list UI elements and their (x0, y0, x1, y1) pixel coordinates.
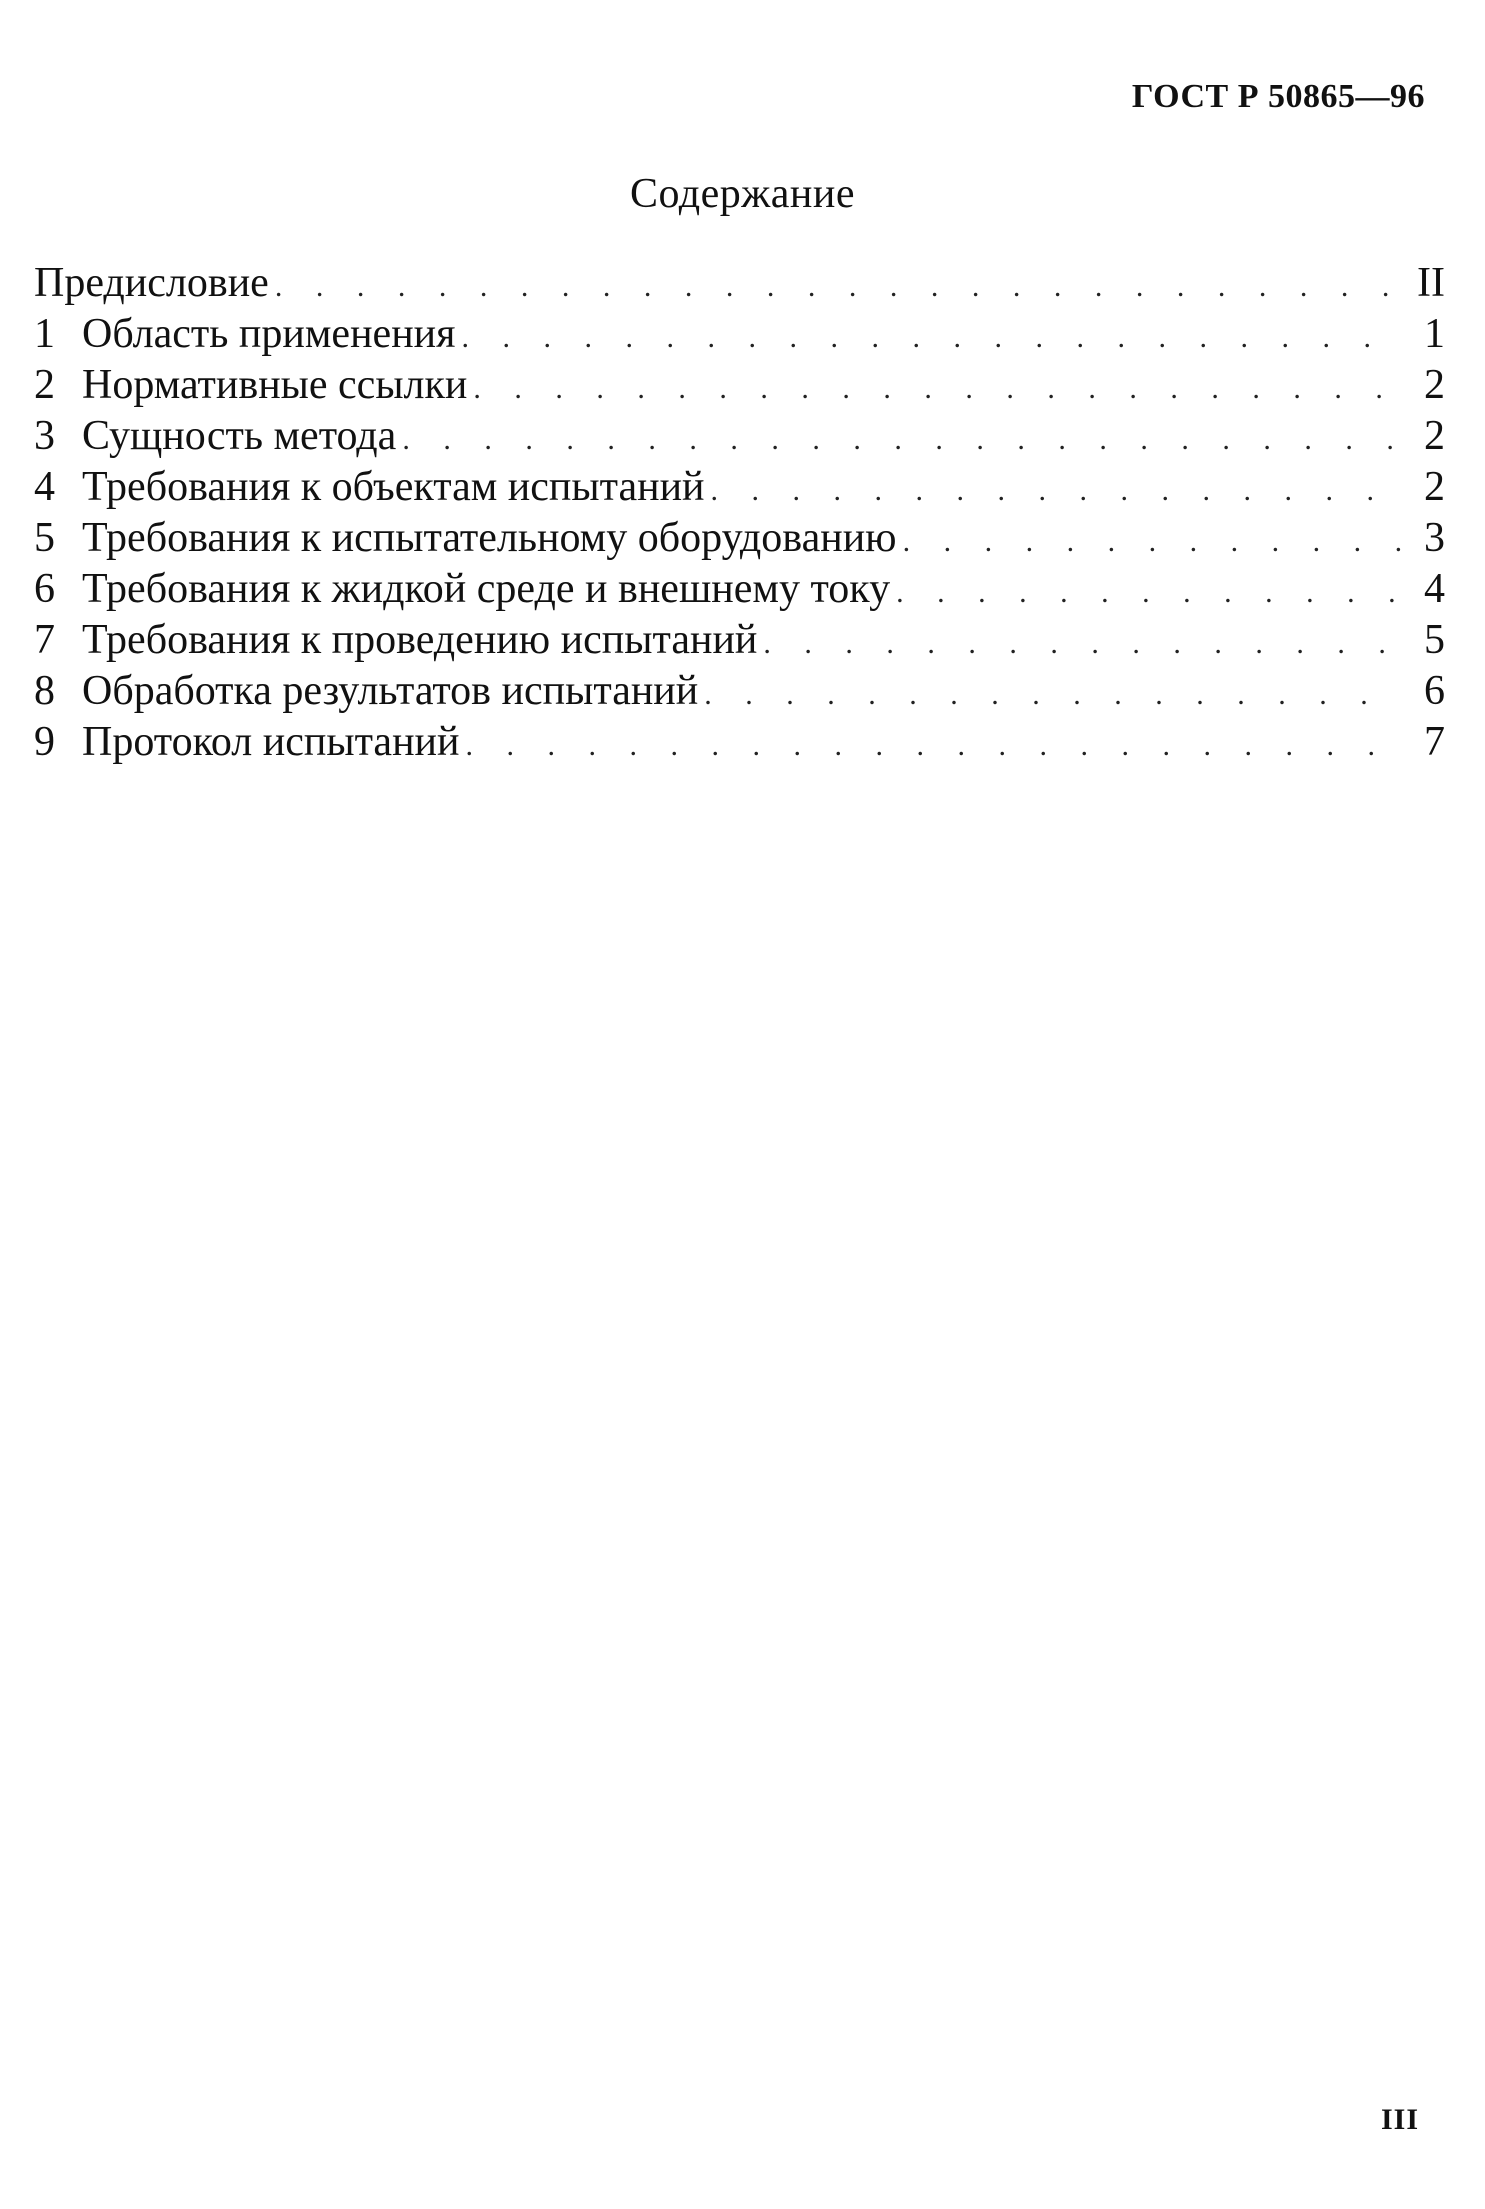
toc-entry-title: Требования к объектам испытаний (82, 464, 705, 510)
toc-entry-6[interactable] (34, 564, 1445, 615)
toc-dot-leader (466, 720, 1401, 771)
page-number: III (1380, 2103, 1419, 2136)
toc-entry-page: 2 (1424, 413, 1445, 459)
toc-entry-number: 1 (34, 311, 55, 357)
toc-entry-number: 4 (34, 464, 55, 510)
toc-dot-leader (711, 465, 1401, 516)
toc-dot-leader (896, 567, 1401, 618)
toc-entry-page: 2 (1424, 464, 1445, 510)
toc-entry-number: 5 (34, 515, 55, 561)
toc-entry-foreword[interactable] (34, 258, 1445, 309)
table-of-contents (34, 258, 1445, 768)
toc-entry-number: 9 (34, 719, 55, 765)
toc-entry-3[interactable] (34, 411, 1445, 462)
toc-dot-leader (903, 516, 1401, 567)
toc-entry-4[interactable] (34, 462, 1445, 513)
toc-entry-1[interactable] (34, 309, 1445, 360)
toc-entry-number: 6 (34, 566, 55, 612)
toc-entry-page: 1 (1424, 311, 1445, 357)
toc-dot-leader (473, 363, 1401, 414)
toc-entry-page: 6 (1424, 668, 1445, 714)
toc-dot-leader (704, 669, 1401, 720)
toc-entry-title: Предисловие (34, 260, 269, 306)
standard-number: ГОСТ Р 50865—96 (1131, 78, 1425, 115)
toc-title: Содержание (629, 171, 856, 217)
toc-dot-leader (461, 312, 1401, 363)
toc-entry-page: 4 (1424, 566, 1445, 612)
toc-entry-page: 7 (1424, 719, 1445, 765)
toc-dot-leader (402, 414, 1401, 465)
toc-dot-leader (275, 261, 1401, 312)
toc-entry-7[interactable] (34, 615, 1445, 666)
toc-entry-9[interactable] (34, 717, 1445, 768)
toc-entry-title: Протокол испытаний (82, 719, 460, 765)
toc-entry-5[interactable] (34, 513, 1445, 564)
toc-entry-title: Нормативные ссылки (82, 362, 468, 408)
toc-entry-title: Область применения (82, 311, 456, 357)
toc-entry-page: II (1417, 260, 1445, 306)
toc-entry-number: 3 (34, 413, 55, 459)
toc-entry-number: 8 (34, 668, 55, 714)
toc-entry-page: 3 (1424, 515, 1445, 561)
toc-entry-title: Требования к испытательному оборудованию (82, 515, 897, 561)
toc-entry-title: Обработка результатов испытаний (82, 668, 699, 714)
toc-entry-title: Сущность метода (82, 413, 397, 459)
toc-entry-2[interactable] (34, 360, 1445, 411)
toc-dot-leader (763, 618, 1401, 669)
toc-entry-page: 5 (1424, 617, 1445, 663)
toc-entry-title: Требования к проведению испытаний (82, 617, 758, 663)
toc-entry-title: Требования к жидкой среде и внешнему току (82, 566, 891, 612)
toc-entry-page: 2 (1424, 362, 1445, 408)
toc-entry-8[interactable] (34, 666, 1445, 717)
toc-entry-number: 2 (34, 362, 55, 408)
toc-entry-number: 7 (34, 617, 55, 663)
